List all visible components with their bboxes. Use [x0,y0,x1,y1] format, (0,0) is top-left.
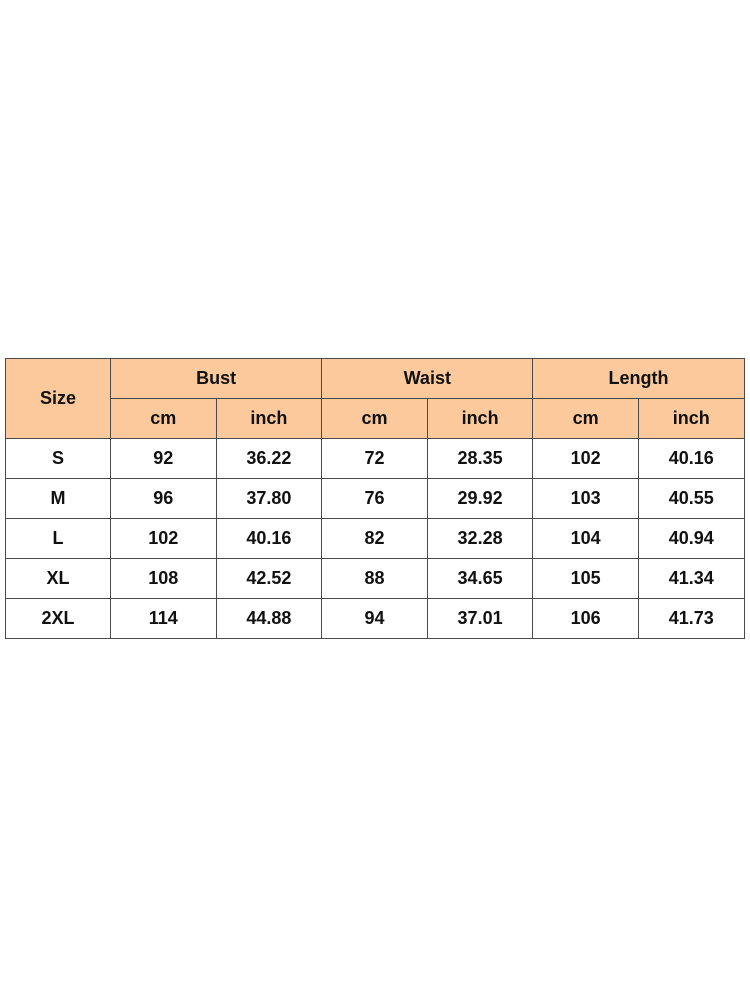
unit-header: inch [427,399,533,439]
value-cell: 88 [322,559,428,599]
table-row [6,559,745,599]
value-cell: 40.94 [638,519,744,559]
value-cell: 103 [533,479,639,519]
value-cell: 37.80 [216,479,322,519]
table-row [6,599,745,639]
table-row [6,519,745,559]
bust-header: Bust [111,359,322,399]
value-cell: 36.22 [216,439,322,479]
value-cell: 72 [322,439,428,479]
value-cell: 105 [533,559,639,599]
value-cell: 114 [111,599,217,639]
value-cell: 41.73 [638,599,744,639]
value-cell: 82 [322,519,428,559]
value-cell: 32.28 [427,519,533,559]
value-cell: 41.34 [638,559,744,599]
unit-header: cm [111,399,217,439]
value-cell: 37.01 [427,599,533,639]
size-cell: L [6,519,111,559]
size-chart-table [5,358,745,639]
table-row [6,479,745,519]
unit-header: inch [638,399,744,439]
length-header: Length [533,359,744,399]
value-cell: 42.52 [216,559,322,599]
table-row [6,439,745,479]
unit-header: inch [216,399,322,439]
size-cell: S [6,439,111,479]
header-row-units [6,399,745,439]
header-row-groups [6,359,745,399]
value-cell: 40.55 [638,479,744,519]
size-cell: M [6,479,111,519]
value-cell: 28.35 [427,439,533,479]
unit-header: cm [533,399,639,439]
value-cell: 76 [322,479,428,519]
size-header: Size [6,359,111,439]
size-cell: XL [6,559,111,599]
value-cell: 40.16 [216,519,322,559]
value-cell: 44.88 [216,599,322,639]
value-cell: 96 [111,479,217,519]
value-cell: 104 [533,519,639,559]
value-cell: 29.92 [427,479,533,519]
value-cell: 34.65 [427,559,533,599]
value-cell: 94 [322,599,428,639]
value-cell: 92 [111,439,217,479]
size-cell: 2XL [6,599,111,639]
value-cell: 102 [533,439,639,479]
value-cell: 40.16 [638,439,744,479]
value-cell: 106 [533,599,639,639]
value-cell: 102 [111,519,217,559]
waist-header: Waist [322,359,533,399]
value-cell: 108 [111,559,217,599]
unit-header: cm [322,399,428,439]
